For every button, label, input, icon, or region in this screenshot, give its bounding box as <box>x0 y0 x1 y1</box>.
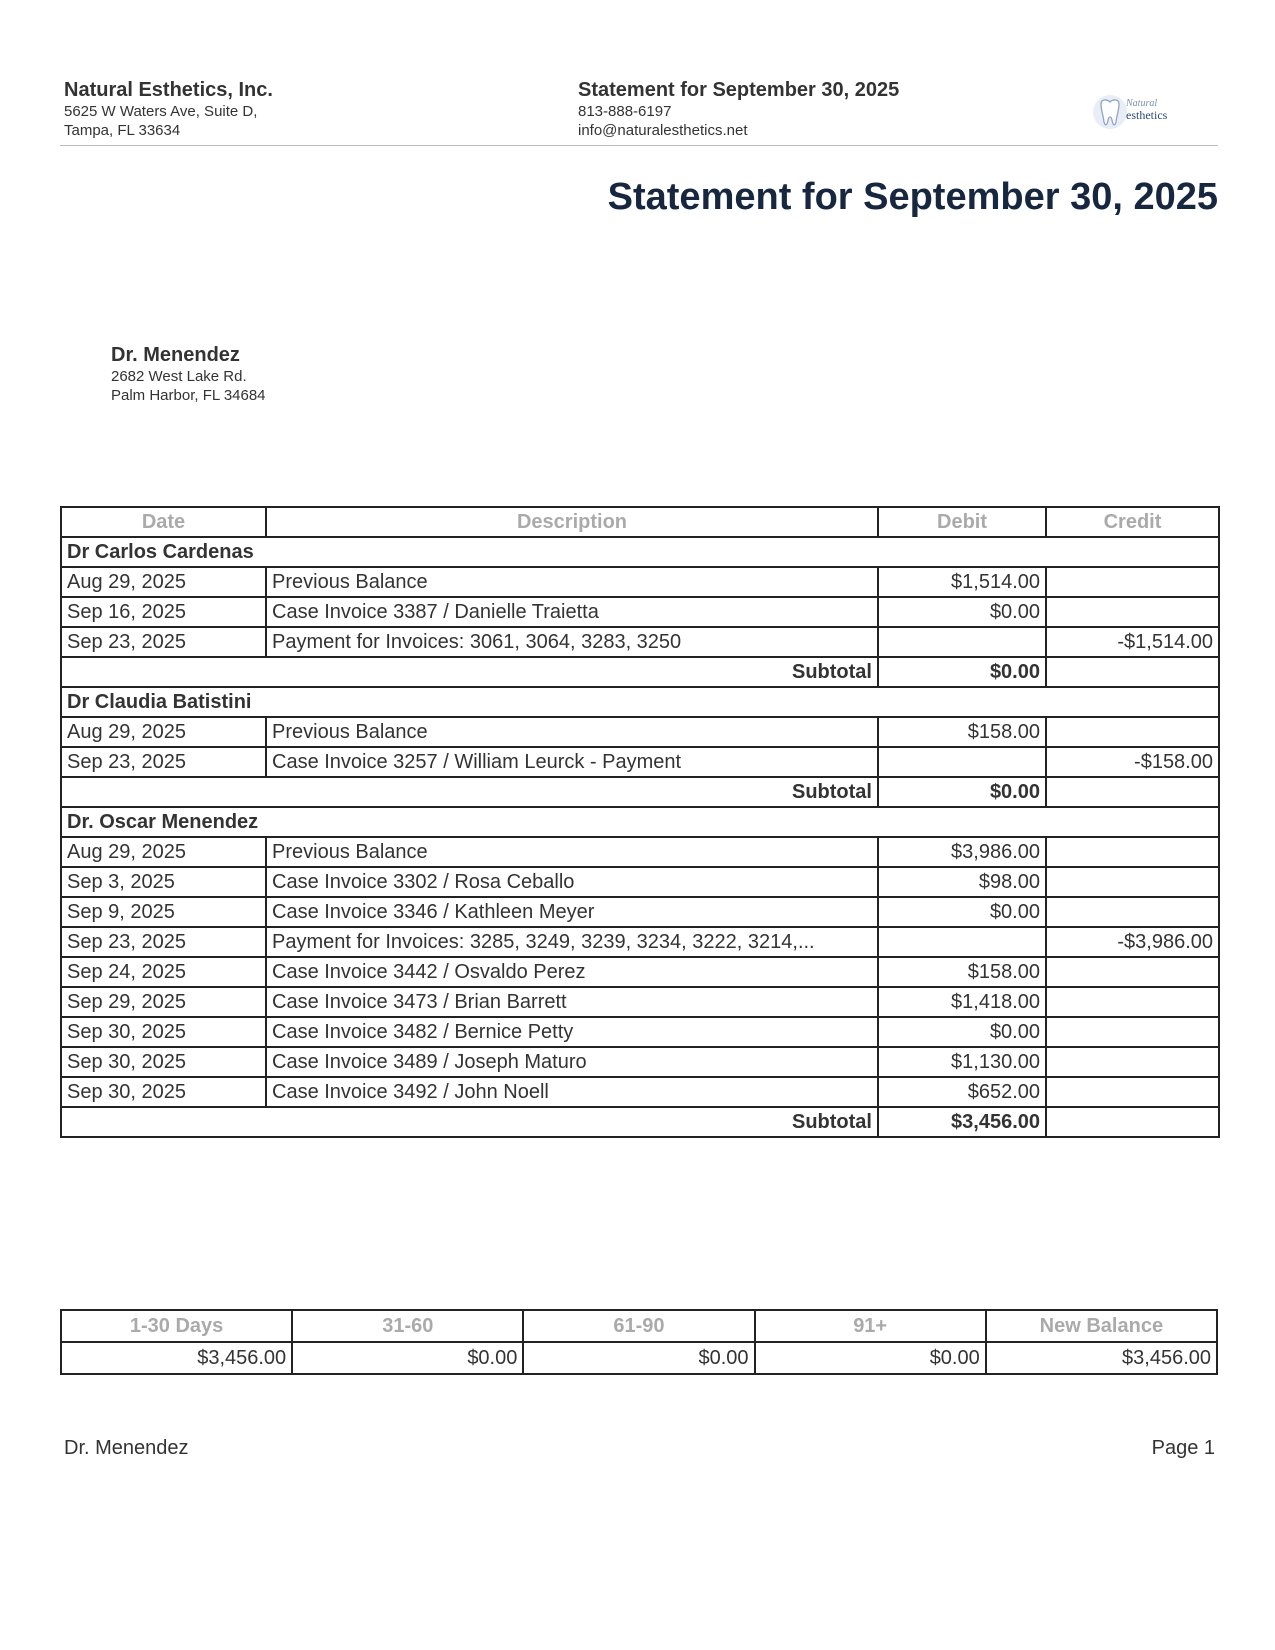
row-credit <box>1046 867 1219 897</box>
row-description: Payment for Invoices: 3061, 3064, 3283, 3250 <box>266 627 878 657</box>
subtotal-credit-empty <box>1046 1107 1219 1137</box>
ledger-header-row <box>61 507 1219 537</box>
row-debit: $1,418.00 <box>878 987 1046 1017</box>
column-header-credit: Credit <box>1046 507 1219 537</box>
row-debit: $1,514.00 <box>878 567 1046 597</box>
row-debit: $3,986.00 <box>878 837 1046 867</box>
table-row <box>61 897 1219 927</box>
table-row <box>61 987 1219 1017</box>
table-row <box>61 627 1219 657</box>
row-credit: -$158.00 <box>1046 747 1219 777</box>
table-row <box>61 717 1219 747</box>
subtotal-credit-empty <box>1046 657 1219 687</box>
row-debit: $98.00 <box>878 867 1046 897</box>
subtotal-label: Subtotal <box>61 777 878 807</box>
row-date: Aug 29, 2025 <box>61 567 266 597</box>
row-description: Case Invoice 3302 / Rosa Ceballo <box>266 867 878 897</box>
row-description: Case Invoice 3346 / Kathleen Meyer <box>266 897 878 927</box>
row-description: Case Invoice 3482 / Bernice Petty <box>266 1017 878 1047</box>
row-credit <box>1046 837 1219 867</box>
row-description: Case Invoice 3257 / William Leurck - Payment <box>266 747 878 777</box>
company-phone: 813-888-6197 <box>578 103 672 120</box>
row-date: Sep 3, 2025 <box>61 867 266 897</box>
row-debit <box>878 627 1046 657</box>
table-row <box>61 1017 1219 1047</box>
row-credit <box>1046 1047 1219 1077</box>
row-date: Sep 29, 2025 <box>61 987 266 1017</box>
subtotal-value: $0.00 <box>878 777 1046 807</box>
row-description: Case Invoice 3489 / Joseph Maturo <box>266 1047 878 1077</box>
table-row <box>61 597 1219 627</box>
row-description: Previous Balance <box>266 567 878 597</box>
aging-header-31-60: 31-60 <box>292 1310 523 1342</box>
row-date: Sep 24, 2025 <box>61 957 266 987</box>
row-credit <box>1046 1077 1219 1107</box>
row-date: Sep 9, 2025 <box>61 897 266 927</box>
logo-text-line2: esthetics <box>1126 108 1168 122</box>
row-credit <box>1046 957 1219 987</box>
aging-header-new-balance: New Balance <box>986 1310 1217 1342</box>
column-header-date: Date <box>61 507 266 537</box>
subtotal-row <box>61 657 1219 687</box>
table-row <box>61 867 1219 897</box>
row-debit: $652.00 <box>878 1077 1046 1107</box>
aging-value-new-balance: $3,456.00 <box>986 1342 1217 1374</box>
row-date: Sep 16, 2025 <box>61 597 266 627</box>
table-row <box>61 957 1219 987</box>
row-description: Case Invoice 3387 / Danielle Traietta <box>266 597 878 627</box>
aging-table <box>60 1309 1218 1375</box>
aging-value-1-30: $3,456.00 <box>61 1342 292 1374</box>
aging-header-row <box>61 1310 1217 1342</box>
row-debit: $0.00 <box>878 897 1046 927</box>
row-date: Sep 23, 2025 <box>61 747 266 777</box>
company-address-line1: 5625 W Waters Ave, Suite D, <box>64 103 258 120</box>
logo-text-line1: Natural <box>1126 98 1158 109</box>
column-header-debit: Debit <box>878 507 1046 537</box>
subtotal-value: $3,456.00 <box>878 1107 1046 1137</box>
group-row <box>61 537 1219 567</box>
row-credit <box>1046 567 1219 597</box>
footer-recipient: Dr. Menendez <box>64 1437 189 1459</box>
row-date: Sep 30, 2025 <box>61 1017 266 1047</box>
recipient-address-line2: Palm Harbor, FL 34684 <box>111 387 266 404</box>
table-row <box>61 567 1219 597</box>
aging-header-1-30: 1-30 Days <box>61 1310 292 1342</box>
row-description: Case Invoice 3473 / Brian Barrett <box>266 987 878 1017</box>
row-description: Case Invoice 3442 / Osvaldo Perez <box>266 957 878 987</box>
table-row <box>61 1077 1219 1107</box>
row-credit <box>1046 897 1219 927</box>
group-row <box>61 807 1219 837</box>
recipient-address-line1: 2682 West Lake Rd. <box>111 368 247 385</box>
subtotal-label: Subtotal <box>61 1107 878 1137</box>
table-row <box>61 837 1219 867</box>
page-number: Page 1 <box>1151 1437 1215 1459</box>
aging-values-row <box>61 1342 1217 1374</box>
recipient-block <box>111 343 266 405</box>
tooth-icon <box>1090 92 1130 132</box>
group-name: Dr Claudia Batistini <box>61 687 1219 717</box>
aging-value-61-90: $0.00 <box>523 1342 754 1374</box>
table-row <box>61 927 1219 957</box>
group-name: Dr Carlos Cardenas <box>61 537 1219 567</box>
row-debit: $0.00 <box>878 597 1046 627</box>
row-credit: -$3,986.00 <box>1046 927 1219 957</box>
row-debit: $0.00 <box>878 1017 1046 1047</box>
page-title: Statement for September 30, 2025 <box>607 176 1218 218</box>
row-credit <box>1046 597 1219 627</box>
row-description: Case Invoice 3492 / John Noell <box>266 1077 878 1107</box>
aging-header-61-90: 61-90 <box>523 1310 754 1342</box>
company-address-line2: Tampa, FL 33634 <box>64 122 181 139</box>
company-logo <box>1090 92 1176 132</box>
aging-value-31-60: $0.00 <box>292 1342 523 1374</box>
row-date: Sep 30, 2025 <box>61 1077 266 1107</box>
group-name: Dr. Oscar Menendez <box>61 807 1219 837</box>
table-row <box>61 1047 1219 1077</box>
row-debit: $1,130.00 <box>878 1047 1046 1077</box>
row-description: Payment for Invoices: 3285, 3249, 3239, 3234, 3222, 3214,... <box>266 927 878 957</box>
row-credit <box>1046 1017 1219 1047</box>
row-credit <box>1046 987 1219 1017</box>
company-name: Natural Esthetics, Inc. <box>64 79 273 101</box>
row-debit: $158.00 <box>878 957 1046 987</box>
row-description: Previous Balance <box>266 837 878 867</box>
column-header-description: Description <box>266 507 878 537</box>
row-date: Sep 23, 2025 <box>61 927 266 957</box>
row-debit <box>878 747 1046 777</box>
subtotal-credit-empty <box>1046 777 1219 807</box>
ledger-table <box>60 506 1220 1138</box>
row-credit: -$1,514.00 <box>1046 627 1219 657</box>
row-date: Sep 23, 2025 <box>61 627 266 657</box>
subtotal-value: $0.00 <box>878 657 1046 687</box>
company-block <box>64 78 544 140</box>
header-divider <box>60 145 1218 146</box>
table-row <box>61 747 1219 777</box>
row-credit <box>1046 717 1219 747</box>
subtotal-row <box>61 1107 1219 1137</box>
row-debit: $158.00 <box>878 717 1046 747</box>
aging-header-91-plus: 91+ <box>755 1310 986 1342</box>
subtotal-label: Subtotal <box>61 657 878 687</box>
row-date: Aug 29, 2025 <box>61 717 266 747</box>
aging-value-91-plus: $0.00 <box>755 1342 986 1374</box>
company-email: info@naturalesthetics.net <box>578 122 748 139</box>
group-row <box>61 687 1219 717</box>
row-date: Aug 29, 2025 <box>61 837 266 867</box>
row-date: Sep 30, 2025 <box>61 1047 266 1077</box>
row-debit <box>878 927 1046 957</box>
row-description: Previous Balance <box>266 717 878 747</box>
recipient-name: Dr. Menendez <box>111 344 240 366</box>
statement-header-block <box>578 78 998 140</box>
statement-header-title: Statement for September 30, 2025 <box>578 79 900 101</box>
subtotal-row <box>61 777 1219 807</box>
